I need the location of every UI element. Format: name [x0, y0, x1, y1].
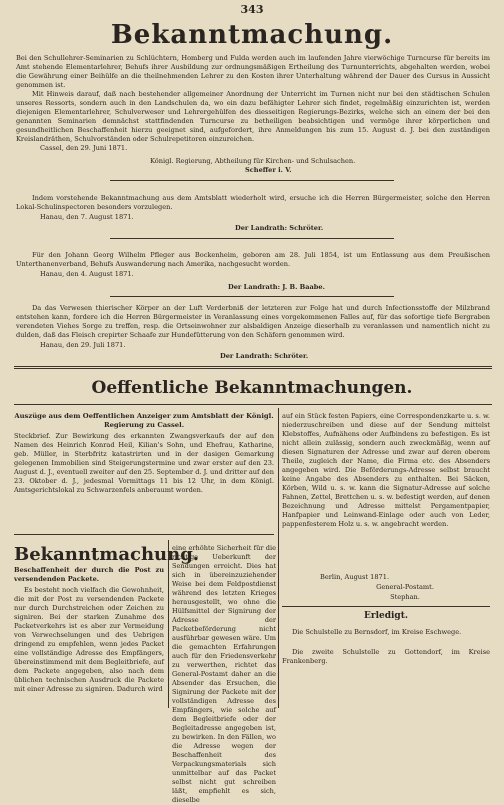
divider	[110, 296, 394, 297]
notice3-signature: Der Landrath: J. B. Baabe.	[228, 283, 325, 291]
notice2-body: Indem vorstehende Bekanntmachung aus dem Amtsblatt wiederholt wird, ersuche ich die Herren Bürgermeister, solche den Herren Lokal-Schulinspectoren besonders vorzulegen.	[16, 194, 490, 211]
divider	[14, 534, 274, 535]
notice3-body: Für den Johann Georg Wilhelm Pfleger aus Bockenheim, geboren am 28. Juli 1854, ist um Entlassung aus dem Preußischen Unterthanenverband, Behufs Auswanderung nach Amerika, nachgesucht worden.	[16, 251, 490, 268]
notice1-date: Cassel, den 29. Juni 1871.	[40, 144, 128, 152]
erledigt-heading: Erledigt.	[363, 611, 409, 621]
notice1-body: Bei den Schullehrer-Seminarien zu Schlüchtern, Homberg und Fulda werden auch im laufenden Jahre vierwöchige Turncurse für bereits im Amt stehende Elementarlehrer, Behufs ihrer Ausbildung zur ordnungsmäßigen Ertheilung des Turnunterrichts, abgehalten werden, wobei die Gewährung einer Beihülfe an die theilnehmenden Lehrer zu den Kosten ihrer Unterhaltung während der Dauer des Cursus in Aussicht genommen ist.	[16, 54, 490, 89]
section-divider	[14, 366, 492, 367]
erledigt-line2: Die zweite Schulstelle zu Gottendorf, im Kreise Frankenberg.	[282, 648, 490, 665]
divider	[110, 238, 394, 239]
right-top-sig2: Stephan.	[390, 593, 420, 601]
erledigt-line1: Die Schulstelle zu Bernsdorf, im Kreise Eschwege.	[292, 628, 462, 636]
right-top-date: Berlin, August 1871.	[320, 573, 390, 581]
divider	[110, 180, 394, 181]
page-title: Bekanntmachung.	[110, 20, 394, 50]
notice3-date: Hanau, den 4. August 1871.	[40, 270, 134, 278]
extract-heading: Auszüge aus dem Oeffentlichen Anzeiger zum Amtsblatt der Königl. Regierung zu Cassel.	[14, 412, 274, 429]
notice4-body: Da das Verwesen thierischer Körper an der Luft Verderbniß der letzteren zur Folge hat und durch Infectionsstoffe der Milzbrand entstehen kann, fordere ich die Herren Bürgermeister in Veranlassung eines vorgekommenen Falles auf, für das sofortige tiefe Bergraben verendeten Viehes Sorge zu treffen, resp. die Ortseinwohner zur alsbaldigen Anzeige dieserhalb zu veranlassen und namentlich nicht zu dulden, daß das Fleisch crepirter Schaafe zur Hundefütterung von den Schäfern genommen wird.	[16, 304, 490, 339]
notice1-authority: Königl. Regierung, Abtheilung für Kirchen- und Schulsachen.	[150, 157, 356, 165]
notice1-body2: Mit Hinweis darauf, daß nach bestehender allgemeiner Anordnung der Unterricht im Turnen nicht nur bei den städtischen Schulen unseres Ressorts, sondern auch in den Landschulen da, wo ein dazu befähigter Lehrer sich findet, regelmäßig einzurichten ist, werden diejenigen Elementarlehrer, Schulverweser und Lehrergehülfen des diesseitigen Regierungs-Bezirks, welche sich an einem der bei den genannten Seminarien demnächst stattfindenden Turncurse zu betheiligen beabsichtigen und vermöge ihrer körperlichen und gesundheitlichen Beschaffenheit hierzu geeignet sind, aufgefordert, ihre Anmeldungen bis zum 15. August d. J. bei den zuständigen Kreislandräthen, Schulvorständen oder Schulrepetitoren einzureichen.	[16, 90, 490, 143]
right-top-sig1: General-Postamt.	[376, 583, 434, 591]
extract-body: Steckbrief. Zur Bewirkung des erkannten Zwangsverkaufs der auf den Namen des Heinrich Konrad Heil, Kilian's Sohn, und Ehefrau, Katharine, geb. Müller, in Sterbfritz katastrirten und in der dasigen Gemarkung gelegenen Immobilien sind Steigerungstermine und zwar erster auf den 23. August d. J., eventuell zweiter auf den 25. September d. J. und dritter auf den 23. Oktober d. J., jedesmal Vormittags 11 bis 12 Uhr, in dem Königl. Amtsgerichtslokal zu Schwarzenfels anberaumt worden.	[14, 432, 274, 494]
notice2-date: Hanau, den 7. August 1871.	[40, 213, 134, 221]
postal-continuation: eine erhöhte Sicherheit für die richtige Ueberkunft der Sendungen erreicht. Dies hat sich in übereinzuziehender Weise bei dem Feldpostdienst während des letzten Krieges herausgestellt, wo ohne die Hülfsmittel der Signirung der Adresse der Packetbeförderung nicht ausführbar gewesen wäre. Um die gemachten Erfahrungen auch für den Friedensverkehr zu verwerthen, richtet das General-Postamt daher an die Absender das Ersuchen, die Signirung der Packete mit der vollständigen Adresse des Empfängers, wie solche auf dem Begleitbriefe oder der Begleitadresse angegeben ist, zu bewirken. In den Fällen, wo die Adresse wegen der Beschaffenheit des Verpackungsmaterials sich unmittelbar auf das Packet selbst nicht gut schreiben läßt, empfiehlt es sich, dieselbe	[172, 544, 276, 804]
page-number: 343	[240, 3, 264, 16]
column-rule	[168, 540, 169, 708]
postal-body: Es besteht noch vielfach die Gewohnheit, die mit der Post zu versendenden Packete nur durch Durchstreichen oder Zeichen zu signiren. Bei der starken Zunahme des Packetverkehrs ist es aber zur Vermeidung von Verwechselungen und des Uebrigen dringend zu empfehlen, wenn jedes Packet eine vollständige Adresse des Empfängers, übereinstimmend mit dem Begleitbriefe, auf dem Packete angegeben, also nach dem üblichen technischen Ausdruck die Packete mit einer Adresse zu signiren. Dadurch wird	[14, 586, 164, 693]
postal-heading: Bekanntmachung.	[14, 544, 200, 565]
postal-subheading: Beschaffenheit der durch die Post zu versendenden Packete.	[14, 566, 164, 583]
divider	[282, 606, 490, 607]
right-top-text: auf ein Stück festen Papiers, eine Correspondenzkarte u. s. w. niederzuschreiben und diese auf der Sendung mittelst Klebstoffes, Aufnähens oder Aufbindens zu befestigen. Es ist nicht allein zulässig, sondern auch zweckmäßig, wenn auf diesen Signaturen der Adresse und zwar auf deren oberem Theile, zugleich der Name, die Firma etc. des Absenders angegeben wird. Die Beförderungs-Adresse selbst braucht keine Angabe des Absenders zu enthalten. Bei Säcken, Körben, Wild u. s. w. kann die Signatur-Adresse auf solche Fahnen, Zettel, Brettchen u. s. w. befestigt werden, auf denen Bezeichnung und Adresse mittelst Pergamentpapier, Hanfpapier und Leinwand-Einlage oder auch von Leder, pappenfesterem Holz u. s. w. angebracht werden.	[282, 412, 490, 528]
notice4-signature: Der Landrath: Schröter.	[220, 352, 309, 360]
section-title: Oeffentliche Bekanntmachungen.	[91, 378, 413, 398]
section-divider-2	[14, 368, 492, 369]
notice1-signature: Scheffer i. V.	[245, 166, 292, 174]
column-rule	[278, 408, 279, 708]
notice4-date: Hanau, den 29. Juli 1871.	[40, 341, 126, 349]
notice2-signature: Der Landrath: Schröter.	[235, 224, 324, 232]
section-title-rule	[14, 404, 492, 405]
